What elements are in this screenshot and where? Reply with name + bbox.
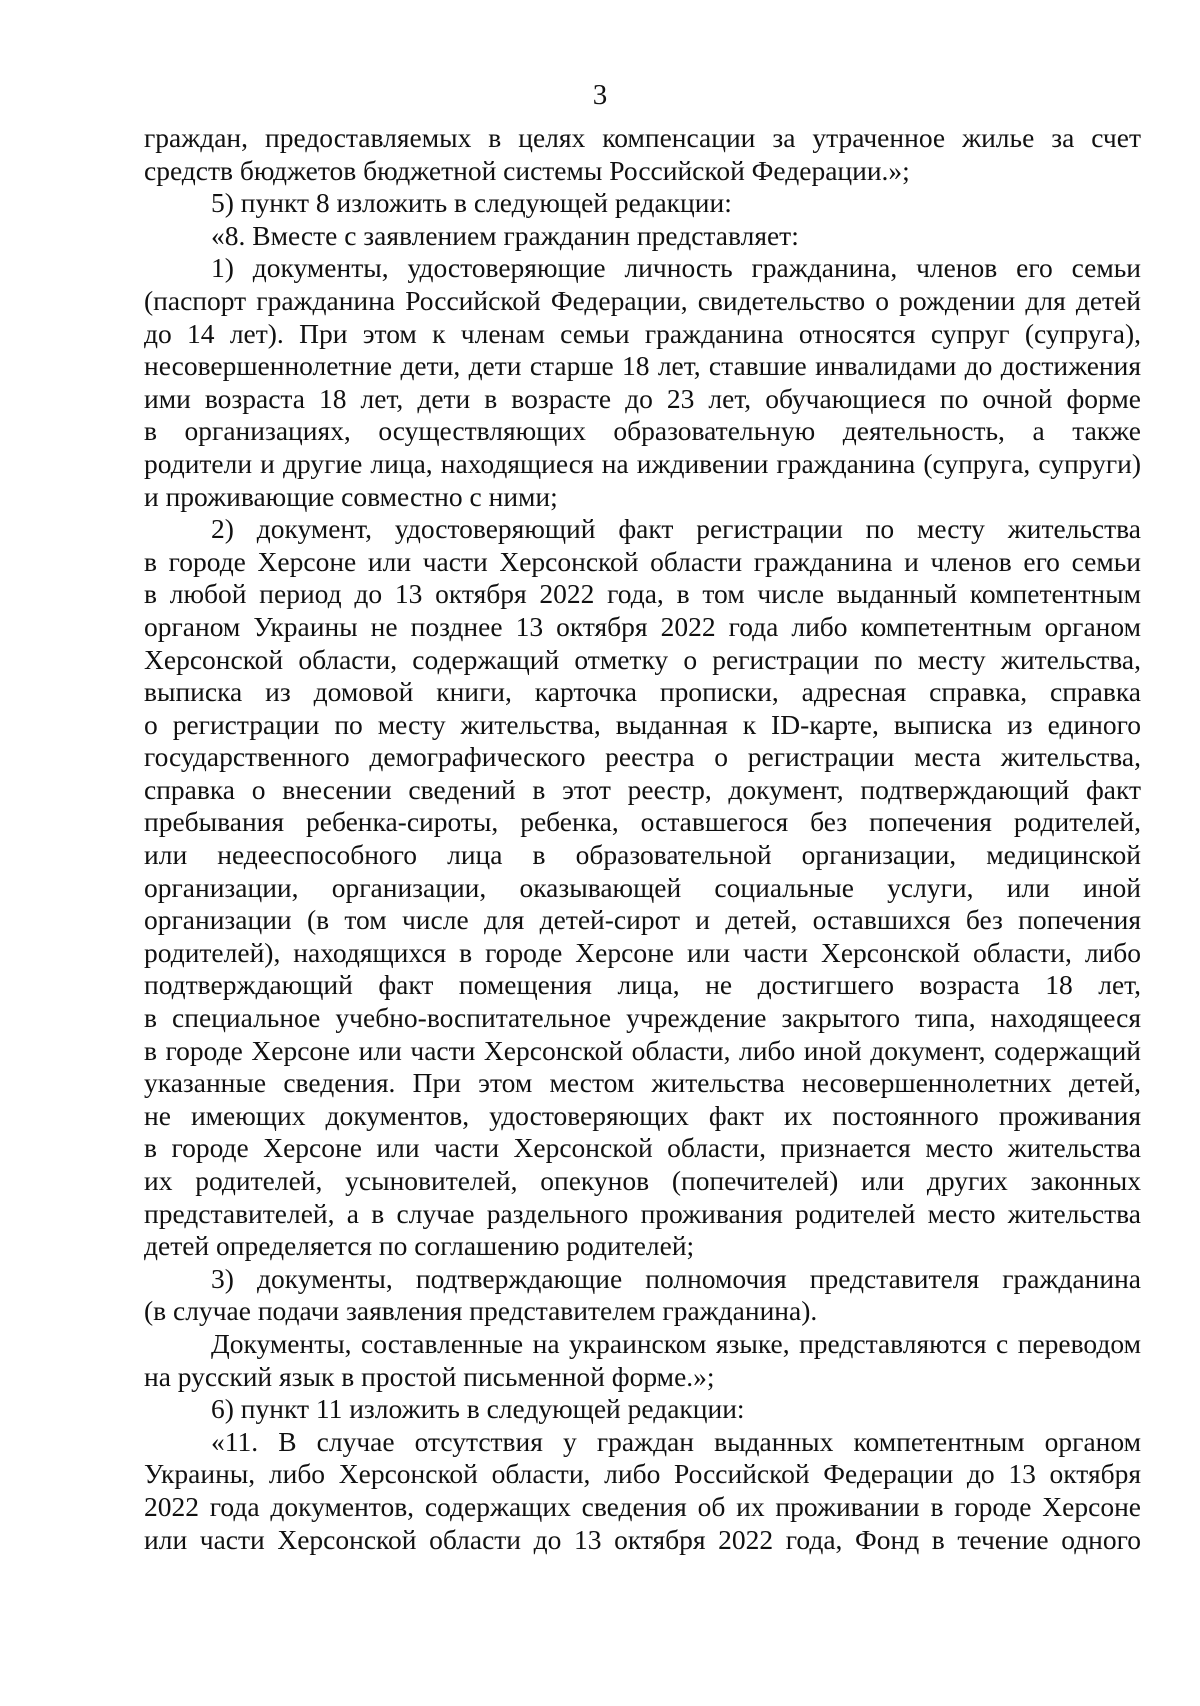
text-line: 2022 года документов, содержащих сведения об их проживании в городе Херсоне — [144, 1490, 1141, 1522]
text-line: родители и другие лица, находящиеся на иждивении гражданина (супруга, супруги) — [144, 447, 1141, 479]
document-body — [144, 122, 1141, 1556]
text-line: 2) документ, удостоверяющий факт регистрации по месту жительства — [211, 513, 1141, 545]
text-line: организации, организации, оказывающей социальные услуги, или иной — [144, 871, 1141, 903]
text-line: в любой период до 13 октября 2022 года, в том числе выданный компетентным — [144, 578, 1141, 610]
text-line: или части Херсонской области до 13 октября 2022 года, Фонд в течение одного — [144, 1523, 1141, 1555]
text-line: в городе Херсоне или части Херсонской области, либо иной документ, содержащий — [144, 1034, 1141, 1066]
text-line: их родителей, усыновителей, опекунов (попечителей) или других законных — [144, 1165, 1141, 1196]
text-line: организации (в том числе для детей-сирот и детей, оставшихся без попечения — [144, 904, 1141, 936]
text-line: на русский язык в простой письменной форме.»; — [144, 1360, 715, 1392]
text-line: 3) документы, подтверждающие полномочия представителя гражданина — [211, 1262, 1141, 1294]
text-line: и проживающие совместно с ними; — [144, 480, 558, 512]
text-line: «11. В случае отсутствия у граждан выданных компетентным органом — [211, 1425, 1141, 1457]
text-line: пребывания ребенка-сироты, ребенка, оставшегося без попечения родителей, — [144, 806, 1141, 838]
text-line: несовершеннолетние дети, дети старше 18 лет, ставшие инвалидами до достижения — [144, 350, 1141, 382]
page-number: 3 — [592, 79, 608, 111]
text-line: Украины, либо Херсонской области, либо Российской Федерации до 13 октября — [144, 1458, 1141, 1490]
text-line: (паспорт гражданина Российской Федерации, свидетельство о рождении для детей — [144, 284, 1141, 316]
text-line: 1) документы, удостоверяющие личность гражданина, членов его семьи — [211, 252, 1141, 284]
text-line: государственного демографического реестра о регистрации места жительства, — [144, 741, 1141, 773]
text-line: родителей), находящихся в городе Херсоне или части Херсонской области, либо — [144, 936, 1141, 968]
text-line: 5) пункт 8 изложить в следующей редакции: — [211, 187, 732, 219]
text-line: не имеющих документов, удостоверяющих факт их постоянного проживания — [144, 1099, 1141, 1131]
text-line: 6) пункт 11 изложить в следующей редакции: — [211, 1393, 745, 1425]
text-line: в специальное учебно-воспитательное учреждение закрытого типа, находящееся — [144, 1002, 1141, 1034]
text-line: указанные сведения. При этом местом жительства несовершеннолетних детей, — [144, 1067, 1141, 1099]
text-line: ими возраста 18 лет, дети в возрасте до 23 лет, обучающиеся по очной форме — [144, 382, 1141, 414]
text-line: Документы, составленные на украинском языке, представляются с переводом — [211, 1327, 1141, 1359]
text-line: граждан, предоставляемых в целях компенсации за утраченное жилье за счет — [144, 122, 1141, 153]
text-line: представителей, а в случае раздельного проживания родителей место жительства — [144, 1197, 1141, 1229]
text-line: справка о внесении сведений в этот реестр, документ, подтверждающий факт — [144, 773, 1141, 805]
text-line: «8. Вместе с заявлением гражданин представляет: — [211, 219, 799, 251]
text-line: органом Украины не позднее 13 октября 2022 года либо компетентным органом — [144, 610, 1141, 642]
text-line: выписка из домовой книги, карточка прописки, адресная справка, справка — [144, 676, 1141, 708]
text-line: в городе Херсоне или части Херсонской области гражданина и членов его семьи — [144, 545, 1141, 577]
text-line: (в случае подачи заявления представителем гражданина). — [144, 1295, 818, 1327]
text-line: о регистрации по месту жительства, выданная к ID-карте, выписка из единого — [144, 708, 1141, 740]
text-line: до 14 лет). При этом к членам семьи гражданина относятся супруг (супруга), — [144, 317, 1141, 349]
text-line: Херсонской области, содержащий отметку о регистрации по месту жительства, — [144, 643, 1141, 675]
text-line: подтверждающий факт помещения лица, не достигшего возраста 18 лет, — [144, 969, 1141, 1001]
text-line: в городе Херсоне или части Херсонской области, признается место жительства — [144, 1132, 1141, 1164]
text-line: или недееспособного лица в образовательной организации, медицинской — [144, 839, 1141, 871]
text-line: в организациях, осуществляющих образовательную деятельность, а также — [144, 415, 1141, 447]
text-line: детей определяется по соглашению родителей; — [144, 1230, 695, 1262]
text-line: средств бюджетов бюджетной системы Российской Федерации.»; — [144, 154, 910, 186]
